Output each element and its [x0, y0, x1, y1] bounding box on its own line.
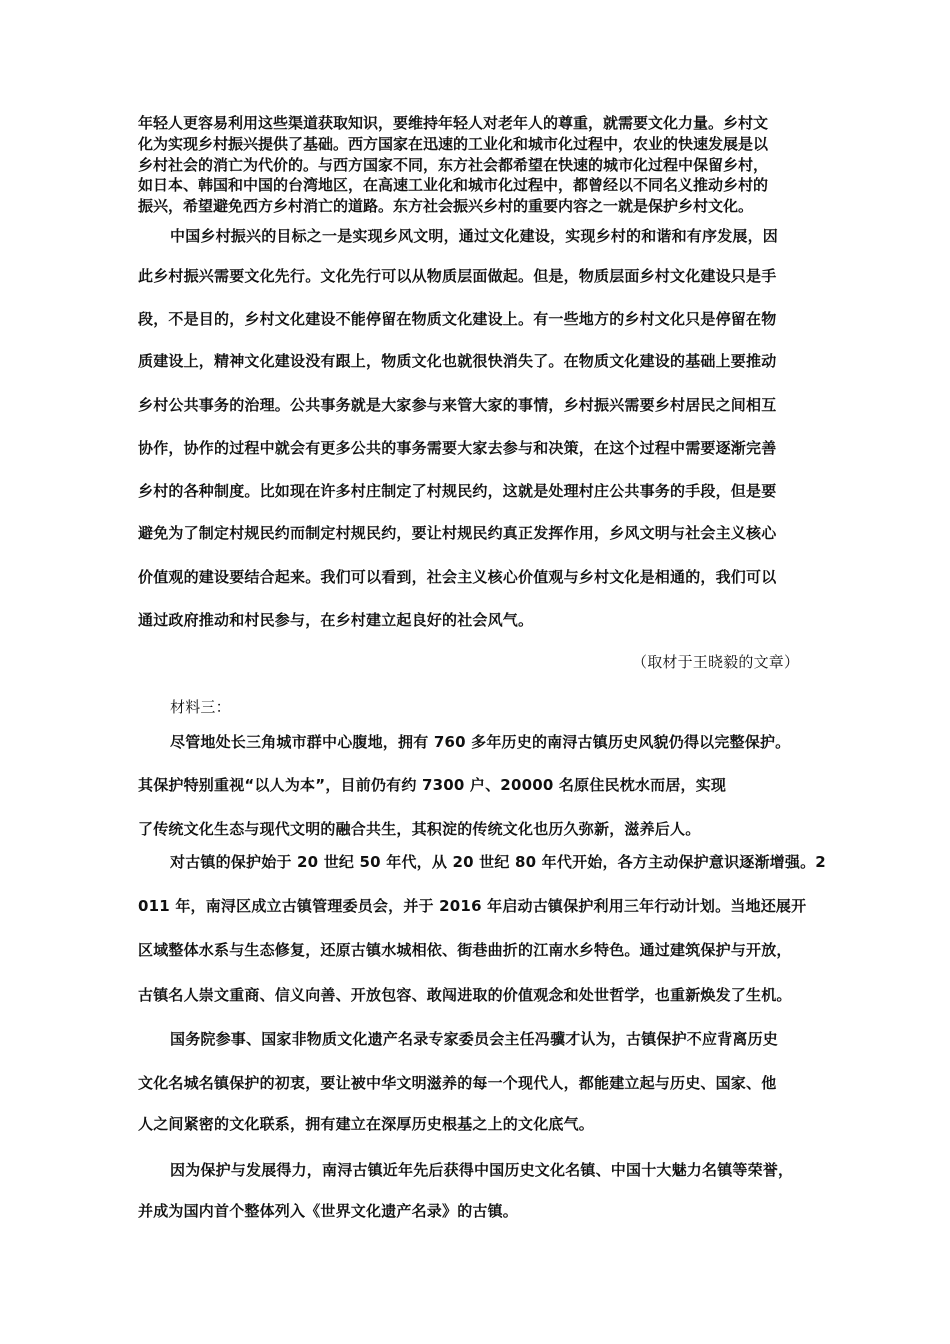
- paragraph-line: 国务院参事、国家非物质文化遗产名录专家委员会主任冯骥才认为，古镇保护不应背离历史: [170, 1030, 779, 1048]
- paragraph-line: 此乡村振兴需要文化先行。文化先行可以从物质层面做起。但是，物质层面乡村文化建设只是手: [138, 267, 777, 285]
- paragraph-line: 人之间紧密的文化联系，拥有建立在深厚历史根基之上的文化底气。: [138, 1115, 595, 1133]
- paragraph-line: 协作，协作的过程中就会有更多公共的事务需要大家去参与和决策，在这个过程中需要逐渐完善: [138, 439, 777, 457]
- paragraph-line: 古镇名人崇文重商、信义向善、开放包容、敢闯进取的价值观念和处世哲学，也重新焕发了生机。: [138, 986, 792, 1004]
- paragraph-line: 如日本、韩国和中国的台湾地区，在高速工业化和城市化过程中，都曾经以不同名义推动乡村的: [138, 176, 769, 194]
- section-heading: 材料三：: [170, 698, 231, 716]
- paragraph-line: 质建设上，精神文化建设没有跟上，物质文化也就很快消失了。在物质文化建设的基础上要推动: [138, 352, 777, 370]
- paragraph-line: 中国乡村振兴的目标之一是实现乡风文明，通过文化建设，实现乡村的和谐和有序发展，因: [170, 227, 779, 245]
- paragraph-line: 年轻人更容易利用这些渠道获取知识，要维持年轻人对老年人的尊重，就需要文化力量。乡村文: [138, 114, 769, 132]
- paragraph-line: 避免为了制定村规民约而制定村规民约，要让村规民约真正发挥作用，乡风文明与社会主义核心: [138, 524, 777, 542]
- paragraph-line: 乡村社会的消亡为代价的。与西方国家不同，东方社会都希望在快速的城市化过程中保留乡村，: [138, 156, 769, 174]
- paragraph-line: 对古镇的保护始于 20 世纪 50 年代，从 20 世纪 80 年代开始，各方主动保护意识逐渐增强。2: [170, 853, 826, 871]
- paragraph-line: 其保护特别重视“以人为本”，目前仍有约 7300 户、20000 名原住民枕水而居，实现: [138, 776, 727, 794]
- paragraph-line: 011 年，南浔区成立古镇管理委员会，并于 2016 年启动古镇保护利用三年行动计划。当地还展开: [138, 897, 807, 915]
- paragraph-line: 化为实现乡村振兴提供了基础。西方国家在迅速的工业化和城市化过程中，农业的快速发展是以: [138, 135, 769, 153]
- paragraph-line: 区域整体水系与生态修复，还原古镇水城相依、街巷曲折的江南水乡特色。通过建筑保护与开放，: [138, 941, 792, 959]
- paragraph-line: 了传统文化生态与现代文明的融合共生，其积淀的传统文化也历久弥新，滋养后人。: [138, 820, 701, 838]
- source-note: （取材于王晓毅的文章）: [632, 653, 800, 671]
- paragraph-line: 因为保护与发展得力，南浔古镇近年先后获得中国历史文化名镇、中国十大魅力名镇等荣誉，: [170, 1161, 794, 1179]
- paragraph-line: 通过政府推动和村民参与，在乡村建立起良好的社会风气。: [138, 611, 534, 629]
- paragraph-line: 段，不是目的，乡村文化建设不能停留在物质文化建设上。有一些地方的乡村文化只是停留在物: [138, 310, 777, 328]
- paragraph-line: 振兴，希望避免西方乡村消亡的道路。东方社会振兴乡村的重要内容之一就是保护乡村文化。: [138, 197, 754, 215]
- paragraph-line: 乡村的各种制度。比如现在许多村庄制定了村规民约，这就是处理村庄公共事务的手段，但是要: [138, 482, 777, 500]
- paragraph-line: 价值观的建设要结合起来。我们可以看到，社会主义核心价值观与乡村文化是相通的，我们可以: [138, 568, 777, 586]
- paragraph-line: 尽管地处长三角城市群中心腹地，拥有 760 多年历史的南浔古镇历史风貌仍得以完整保护。: [170, 733, 791, 751]
- paragraph-line: 乡村公共事务的治理。公共事务就是大家参与来管大家的事情，乡村振兴需要乡村居民之间相互: [138, 396, 777, 414]
- paragraph-line: 文化名城名镇保护的初衷，要让被中华文明滋养的每一个现代人，都能建立起与历史、国家、他: [138, 1074, 777, 1092]
- paragraph-line: 并成为国内首个整体列入《世界文化遗产名录》的古镇。: [138, 1202, 519, 1220]
